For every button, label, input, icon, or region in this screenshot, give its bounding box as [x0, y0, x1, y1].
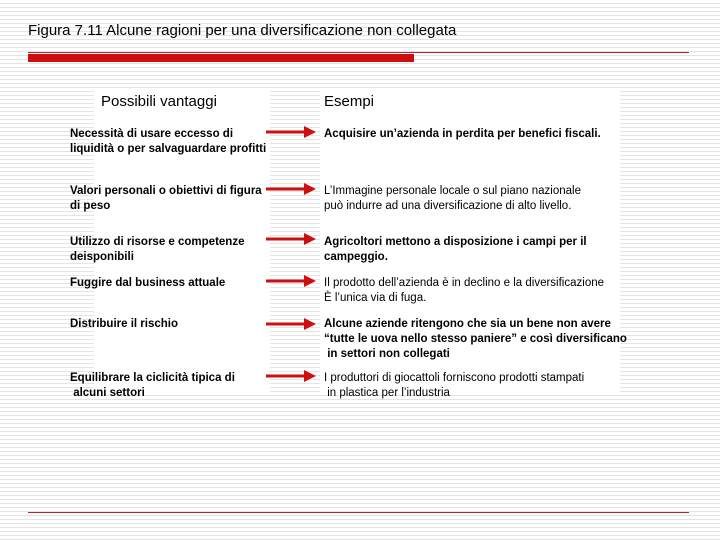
- example-item: Alcune aziende ritengono che sia un bene non avere “tutte le uova nello stesso paniere” e così diversificano in settori non collegati: [324, 318, 627, 360]
- advantage-item: Valori personali o obiettivi di figura di peso: [70, 185, 262, 212]
- red-right-arrow-icon: [266, 275, 316, 287]
- example-item: Acquisire un’azienda in perdita per benefici fiscali.: [324, 128, 601, 140]
- footer-divider: [28, 512, 689, 513]
- column-header-examples: Esempi: [324, 93, 375, 110]
- red-right-arrow-icon: [266, 318, 316, 330]
- example-item: Agricoltori mettono a disposizione i campi per il campeggio.: [324, 236, 587, 263]
- red-right-arrow-icon: [266, 183, 316, 195]
- advantage-item: Fuggire dal business attuale: [70, 277, 226, 289]
- example-item: Il prodotto dell’azienda è in declino e la diversificazione È l’unica via di fuga.: [324, 277, 605, 304]
- slide-title: Figura 7.11 Alcune ragioni per una diversificazione non collegata: [28, 22, 457, 39]
- red-right-arrow-icon: [266, 233, 316, 245]
- red-right-arrow-icon: [266, 370, 316, 382]
- advantage-item: Necessità di usare eccesso di liquidità o per salvaguardare profitti: [70, 128, 267, 155]
- advantage-item: Utilizzo di risorse e competenze deisponibili: [70, 236, 245, 263]
- advantage-item: Distribuire il rischio: [70, 318, 178, 330]
- title-divider: [28, 52, 689, 53]
- example-item: I produttori di giocattoli forniscono prodotti stampati in plastica per l’industria: [324, 372, 585, 399]
- advantage-item: Equilibrare la ciclicità tipica di alcuni settori: [70, 372, 235, 399]
- column-header-advantages: Possibili vantaggi: [101, 93, 217, 110]
- accent-bar: [28, 54, 414, 62]
- red-right-arrow-icon: [266, 126, 316, 138]
- example-item: L’Immagine personale locale o sul piano nazionale può indurre ad una diversificazione di alto livello.: [324, 185, 582, 212]
